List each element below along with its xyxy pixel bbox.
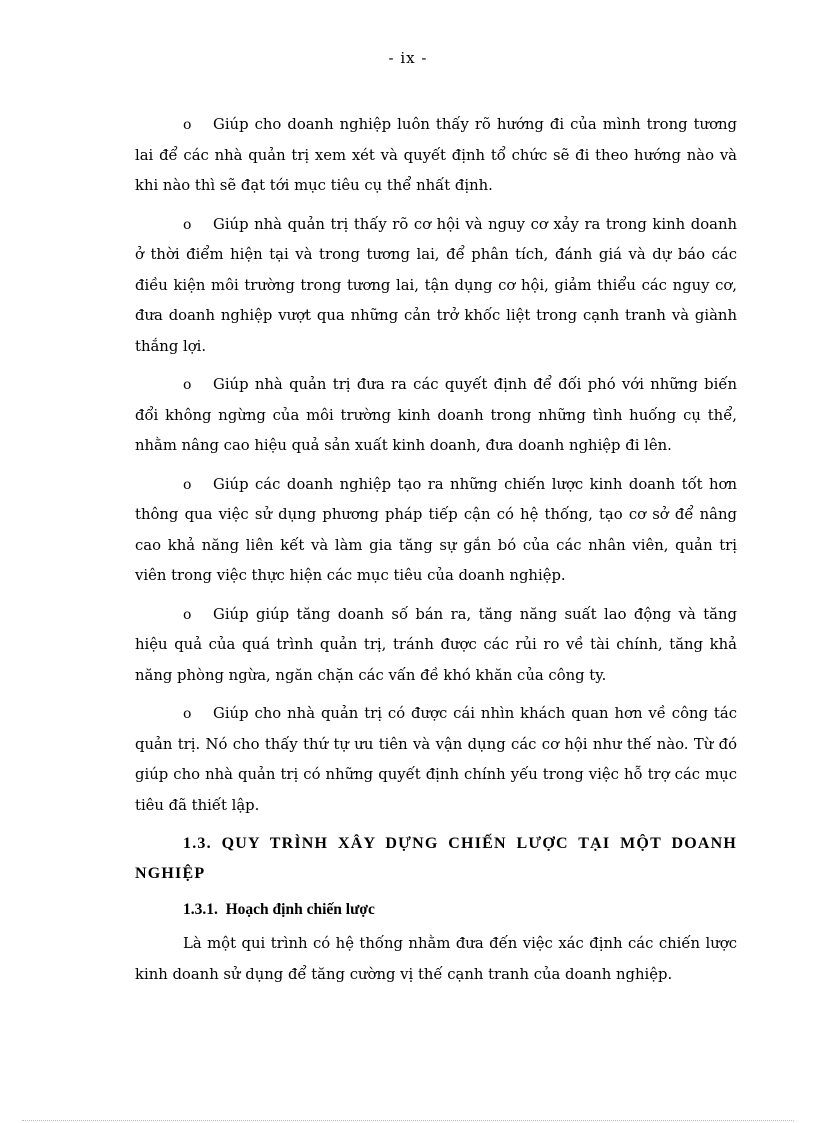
bullet-marker: o [183,606,192,623]
section-title: QUY TRÌNH XÂY DỰNG CHIẾN LƯỢC TẠI MỘT DOANH NGHIỆP [135,835,738,882]
bullet-marker: o [183,706,192,722]
subsection-title: Hoạch định chiến lược [225,901,375,918]
bullet-item [135,699,737,821]
bullet-item [135,600,737,692]
bullet-marker: o [183,476,192,493]
bullet-text: Giúp cho doanh nghiệp luôn thấy rõ hướng đi của mình trong tương lai để các nhà quản trị xem xét và quyết định tổ chức sẽ đi theo hướng nào và khi nào thì sẽ đạt tới mục tiêu cụ thể nhất định. [135,116,737,194]
bullet-item [135,370,737,462]
bullet-marker: o [183,216,192,233]
bullet-text: Giúp nhà quản trị đưa ra các quyết định để đối phó với những biến đổi không ngừng của môi trường kinh doanh trong những tình huống cụ thể, nhằm nâng cao hiệu quả sản xuất kinh doanh, đưa doanh nghiệp đi lên. [135,376,737,454]
bullet-item [135,110,737,202]
body-paragraph: Là một qui trình có hệ thống nhằm đưa đến việc xác định các chiến lược kinh doanh sử dụng để tăng cường vị thế cạnh tranh của doanh nghiệp. [135,935,737,983]
bullet-marker: o [183,377,192,393]
bullet-marker: o [183,117,192,133]
footer-divider [22,1120,794,1121]
section-heading [135,829,737,889]
bullet-item [135,470,737,592]
document-body [135,110,737,990]
bullet-text: Giúp giúp tăng doanh số bán ra, tăng năng suất lao động và tăng hiệu quả của quá trình quản trị, tránh được các rủi ro về tài chính, tăng khả năng phòng ngừa, ngăn chặn các vấn đề khó khăn của công ty. [135,605,737,684]
bullet-text: Giúp nhà quản trị thấy rõ cơ hội và nguy cơ xảy ra trong kinh doanh ở thời điểm hiện tại và trong tương lai, để phân tích, đánh giá và dự báo các điều kiện môi trường trong tương lai, tận dụng cơ hội, giảm thiểu các nguy cơ, đưa doanh nghiệp vượt qua những cản trở khốc liệt trong cạnh tranh và giành thắng lợi. [135,215,737,355]
page-number: - ix - [388,49,428,67]
subsection-heading [183,895,737,925]
subsection-number: 1.3.1. [183,901,218,918]
bullet-item [135,210,737,363]
section-number: 1.3. [183,835,212,852]
bullet-text: Giúp cho nhà quản trị có được cái nhìn khách quan hơn về công tác quản trị. Nó cho thấy thứ tự ưu tiên và vận dụng các cơ hội như thế nào. Từ đó giúp cho nhà quản trị có những quyết định chính yếu trong việc hỗ trợ các mục tiêu đã thiết lập. [135,705,737,814]
bullet-text: Giúp các doanh nghiệp tạo ra những chiến lược kinh doanh tốt hơn thông qua việc sử dụng phương pháp tiếp cận có hệ thống, tạo cơ sở để nâng cao khả năng liên kết và làm gia tăng sự gắn bó của các nhân viên, quản trị viên trong việc thực hiện các mục tiêu của doanh nghiệp. [135,475,737,584]
